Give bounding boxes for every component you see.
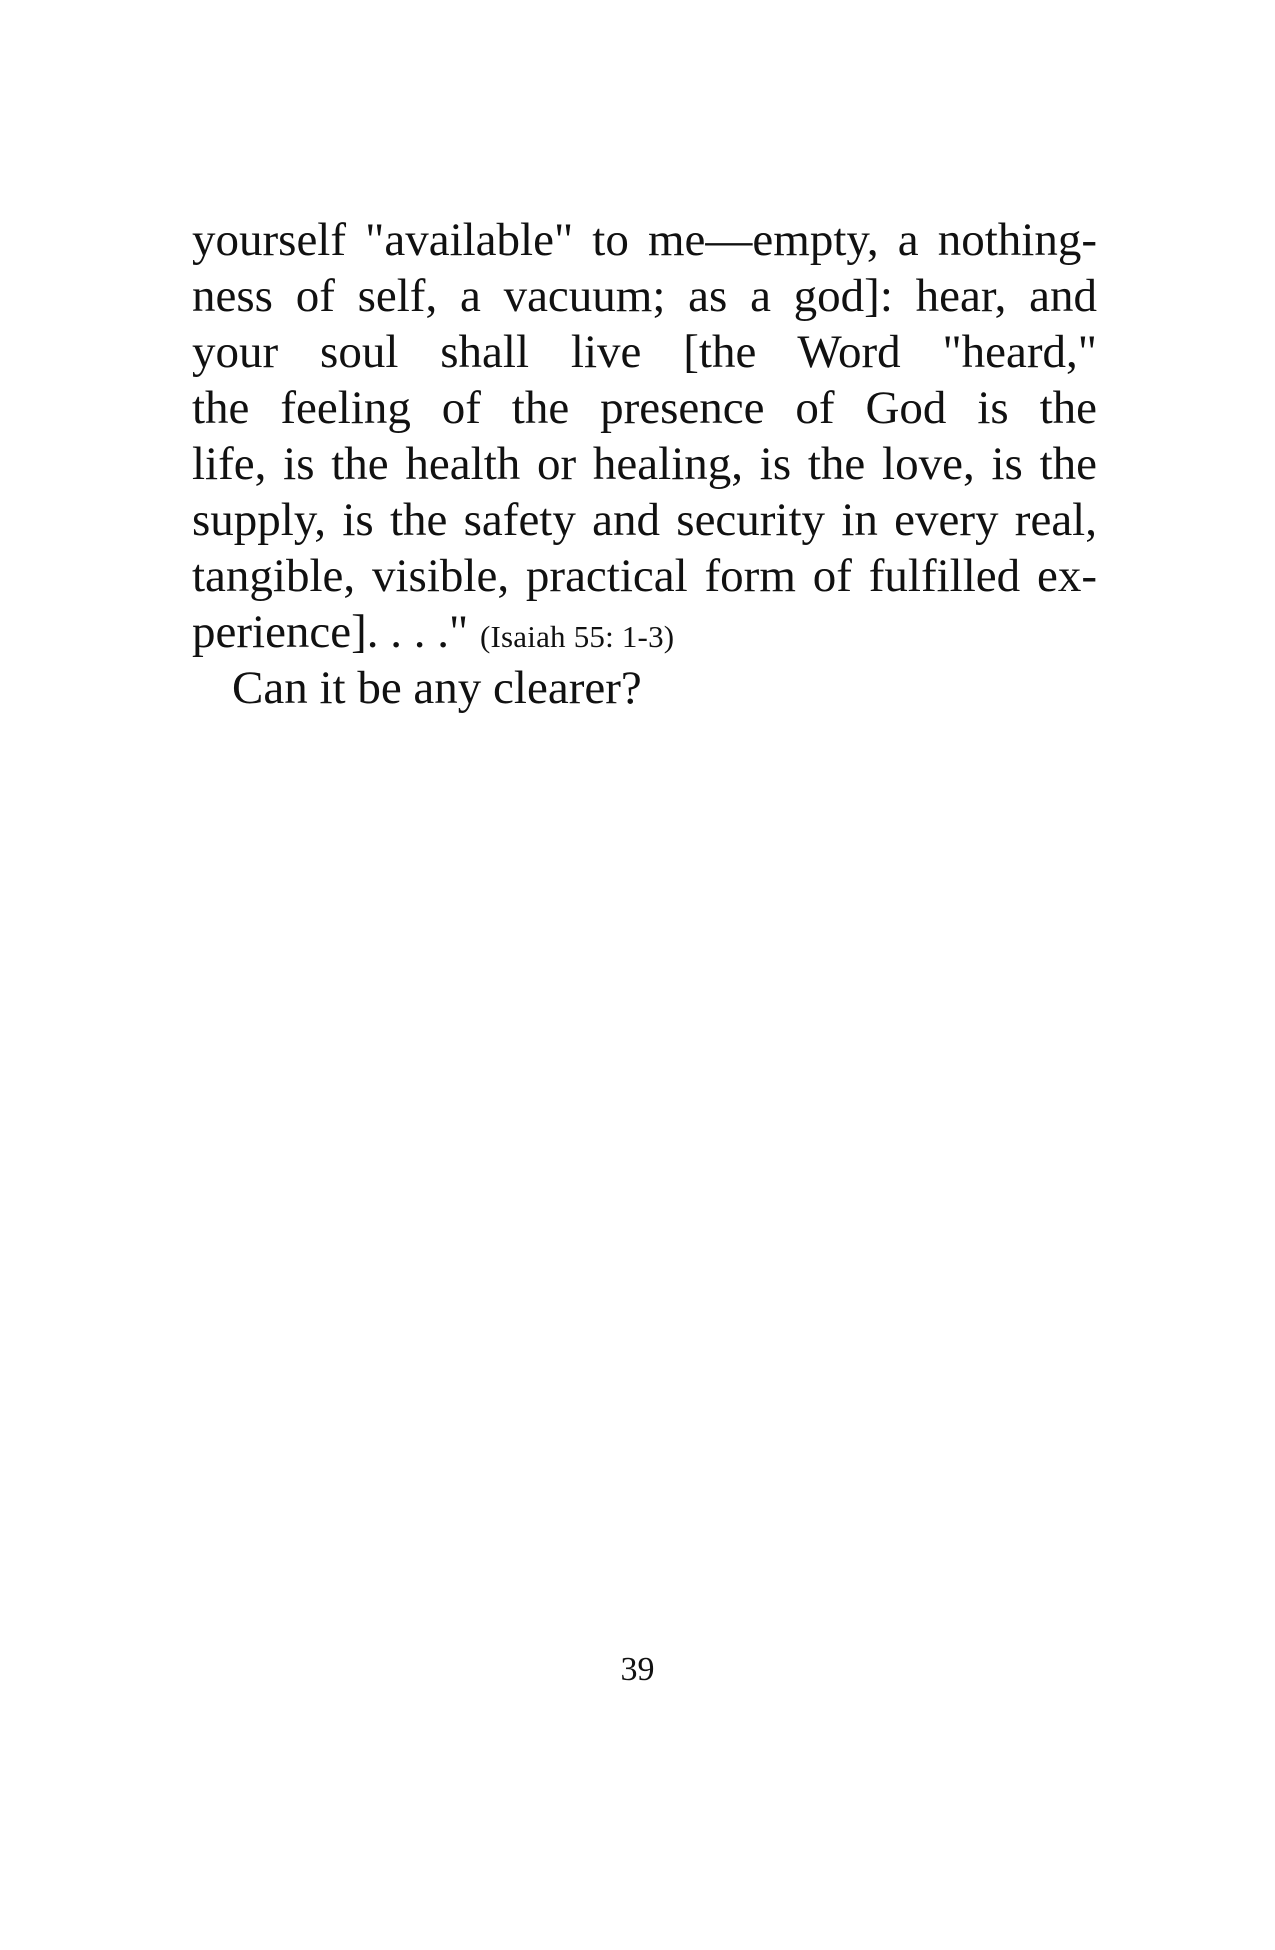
text-line-8 (192, 604, 1097, 660)
closing-question: Can it be any clearer? (232, 662, 642, 714)
text-line-6: supply, is the safety and security in every real, (192, 494, 1097, 546)
text-line-3: your soul shall live [the Word "heard," (192, 326, 1097, 378)
scripture-citation: (Isaiah 55: 1-3) (480, 619, 675, 654)
text-line-1: yourself "available" to me—empty, a nothing- (192, 214, 1097, 266)
text-line-2: ness of self, a vacuum; as a god]: hear, and (192, 270, 1097, 322)
quote-ending: perience]. . . ." (192, 606, 469, 658)
text-line-5: life, is the health or healing, is the love, is the (192, 438, 1097, 490)
page-number: 39 (620, 1651, 655, 1688)
text-line-7: tangible, visible, practical form of fulfilled ex- (192, 550, 1097, 602)
text-line-4: the feeling of the presence of God is the (192, 382, 1097, 434)
body-text (192, 212, 1097, 716)
